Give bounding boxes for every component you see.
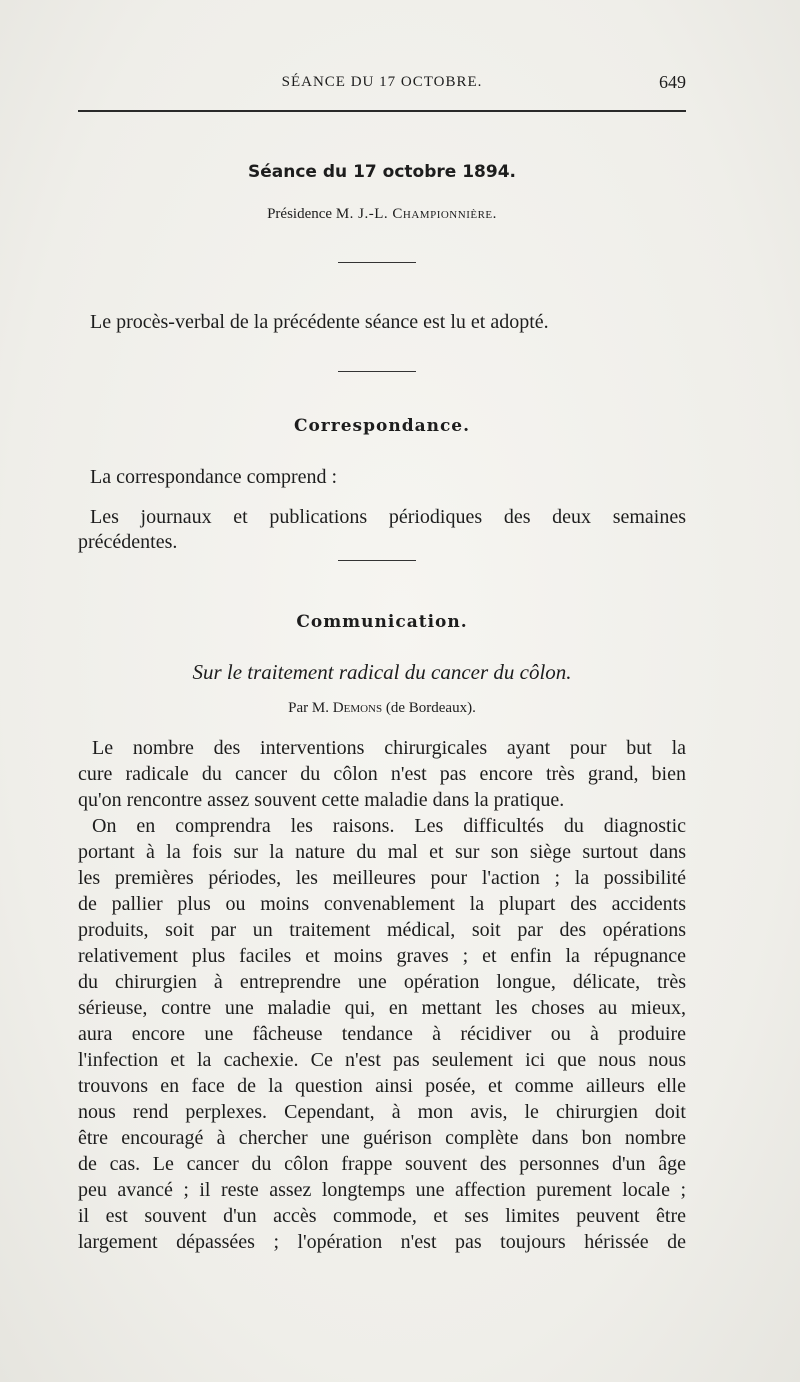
body-line: de pallier plus ou moins convenablement la plupart des accidents <box>78 893 686 915</box>
page-number: 649 <box>659 72 686 92</box>
separator-rule <box>338 560 416 561</box>
presidence-line <box>78 206 686 223</box>
minutes-text: Le procès-verbal de la précédente séance est lu et adopté. <box>90 311 549 333</box>
correspondance-heading: Correspondance. <box>293 416 471 436</box>
body-line: cure radicale du cancer du côlon n'est pas encore très grand, bien <box>78 763 686 785</box>
running-title: SÉANCE DU 17 OCTOBRE. <box>281 74 483 90</box>
separator-rule <box>338 262 416 263</box>
body-line: du chirurgien à entreprendre une opération longue, délicate, très <box>78 971 686 993</box>
body-line: peu avancé ; il reste assez longtemps une affection purement locale ; <box>78 1179 686 1201</box>
article-title: Sur le traitement radical du cancer du côlon. <box>192 660 572 684</box>
body-line: largement dépassées ; l'opération n'est pas toujours hérissée de <box>78 1231 686 1253</box>
correspondance-line: précédentes. <box>78 531 178 553</box>
body-line: portant à la fois sur la nature du mal et sur son siège surtout dans <box>78 841 686 863</box>
running-head <box>78 74 686 100</box>
body-line: aura encore une fâcheuse tendance à récidiver ou à produire <box>78 1023 686 1045</box>
body-line: On en comprendra les raisons. Les difficultés du diagnostic <box>92 815 686 837</box>
body-line: être encouragé à chercher une guérison complète dans bon nombre <box>78 1127 686 1149</box>
body-line: Le nombre des interventions chirurgicales ayant pour but la <box>92 737 686 759</box>
byline <box>78 700 686 717</box>
correspondance-line: Les journaux et publications périodiques des deux semaines <box>90 506 686 528</box>
correspondance-line: La correspondance comprend : <box>90 466 338 488</box>
body-line: de cas. Le cancer du côlon frappe souvent des personnes d'un âge <box>78 1153 686 1175</box>
byline-suffix: (de Bordeaux). <box>385 700 476 716</box>
body-line: l'infection et la cachexie. Ce n'est pas seulement ici que nous nous <box>78 1049 686 1071</box>
separator-rule <box>338 371 416 372</box>
presidence-name: M. J.-L. Championnière. <box>335 206 497 222</box>
body-line: qu'on rencontre assez souvent cette maladie dans la pratique. <box>78 789 565 811</box>
session-title: Séance du 17 octobre 1894. <box>248 162 516 182</box>
body-line: sérieuse, contre une maladie qui, en mettant les choses au mieux, <box>78 997 686 1019</box>
body-line: nous rend perplexes. Cependant, à mon avis, le chirurgien doit <box>78 1101 686 1123</box>
byline-prefix: Par M. <box>288 700 330 716</box>
body-line: les premières périodes, les meilleures pour l'action ; la possibilité <box>78 867 686 889</box>
author-name: Demons <box>332 700 383 716</box>
body-line: relativement plus faciles et moins graves ; et enfin la répugnance <box>78 945 686 967</box>
body-line: produits, soit par un traitement médical, soit par des opérations <box>78 919 686 941</box>
presidence-label: Présidence <box>267 206 333 222</box>
header-rule <box>78 110 686 112</box>
body-line: trouvons en face de la question ainsi posée, et comme ailleurs elle <box>78 1075 686 1097</box>
communication-heading: Communication. <box>296 612 468 632</box>
body-line: il est souvent d'un accès commode, et ses limites peuvent être <box>78 1205 686 1227</box>
